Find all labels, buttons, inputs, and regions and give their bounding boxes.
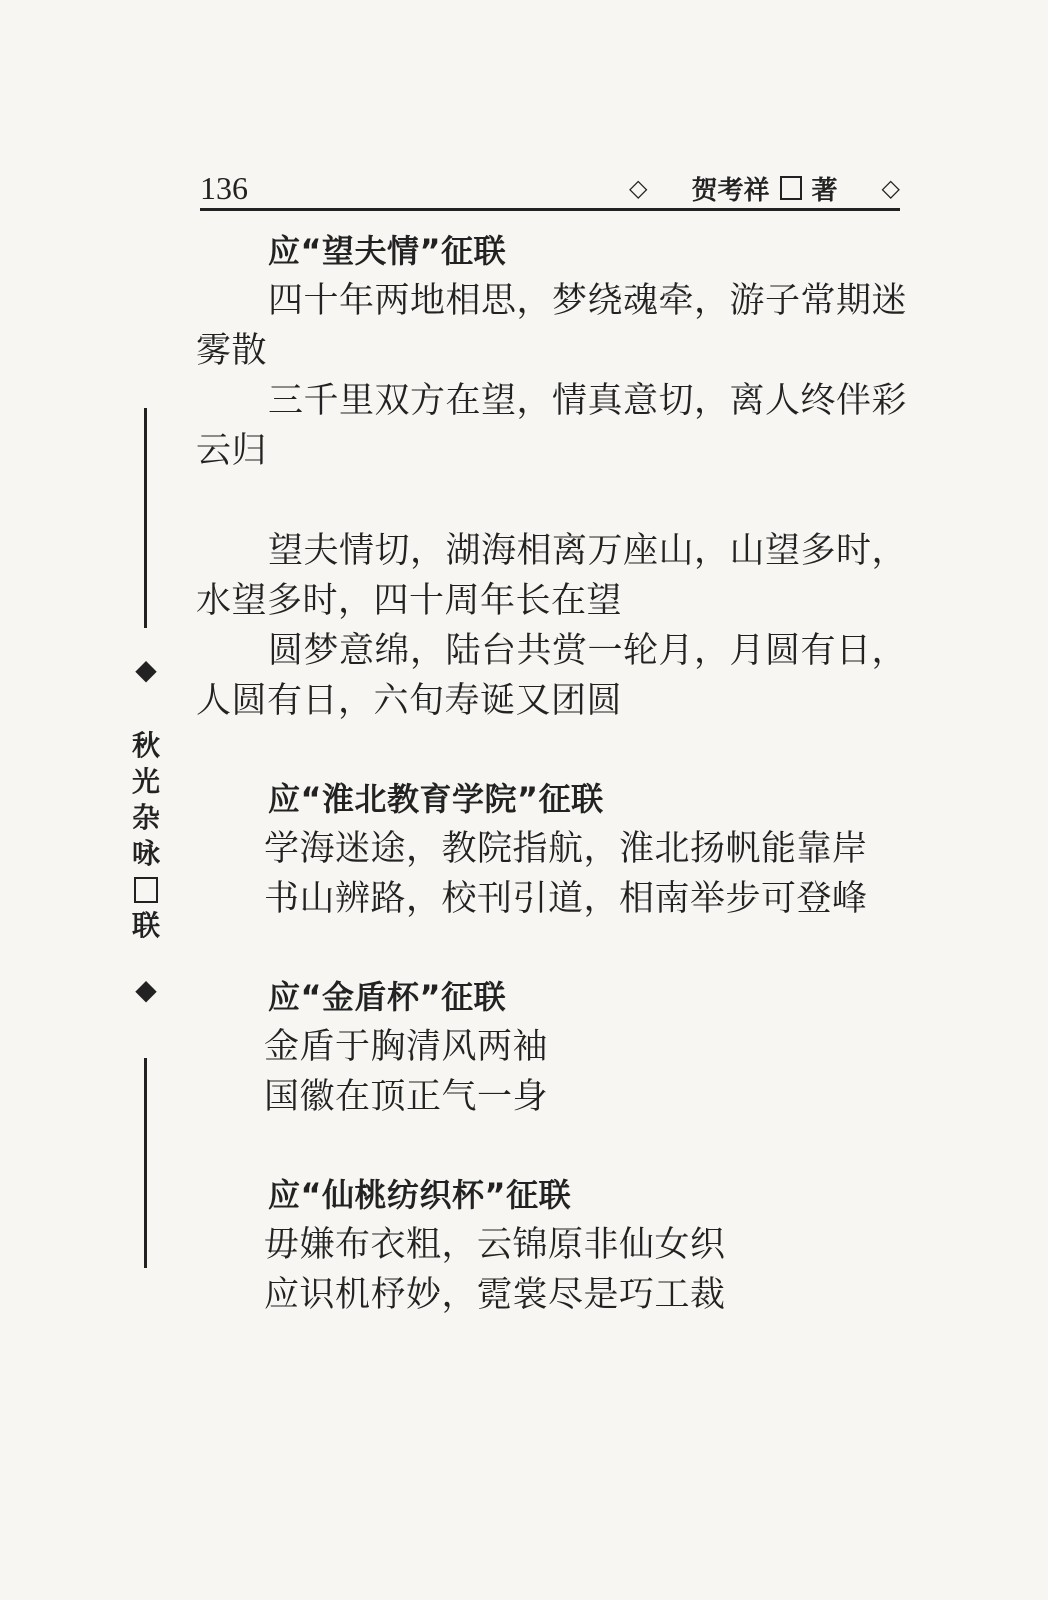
side-title-char: 杂 [131,801,160,834]
side-title-char: 光 [131,765,160,798]
vertical-rule [144,1058,147,1268]
side-title [128,728,164,944]
couplet-line: 毋嫌布衣粗，云锦原非仙女织 [264,1225,726,1265]
side-title-char: 联 [131,909,160,942]
section-title: 应“淮北教育学院”征联 [268,780,604,818]
vertical-rule [144,408,147,628]
side-title-char: 咏 [131,837,160,870]
square-outline-icon [780,176,802,200]
couplet-line: 学海迷途，教院指航，淮北扬帆能靠岸 [264,829,868,869]
book-word: 著 [811,175,838,206]
section-title: 应“金盾杯”征联 [268,978,507,1016]
couplet-line: 圆梦意绵，陆台共赏一轮月，月圆有日，人圆有日，六旬寿诞又团圆 [196,631,908,721]
couplet-section [196,1170,940,1320]
couplet-line: 金盾于胸清风两袖 [264,1027,549,1067]
page-header [200,168,900,212]
couplet-line: 国徽在顶正气一身 [264,1077,549,1117]
section-title: 应“仙桃纺织杯”征联 [268,1176,572,1214]
couplet-section [196,972,940,1122]
side-book-title [128,408,164,1268]
couplet-line: 四十年两地相思，梦绕魂牵，游子常期迷雾散 [196,281,908,371]
running-title [629,168,900,208]
side-title-char: 秋 [131,729,160,762]
couplet-section [196,774,940,924]
couplet-line: 应识机杼妙，霓裳尽是巧工裁 [264,1275,726,1315]
couplet-line: 三千里双方在望，情真意切，离人终伴彩云归 [196,381,908,471]
spacer [196,476,940,526]
section-title: 应“望夫情”征联 [268,232,507,270]
diamond-outline-icon: ◇ [881,174,900,202]
diamond-filled-icon: ◆ [135,653,157,686]
diamond-filled-icon: ◆ [135,973,157,1006]
square-outline-icon [134,877,158,903]
author-name: 贺考祥 [691,175,770,206]
couplet-section [196,226,940,726]
diamond-outline-icon: ◇ [629,174,648,202]
page-body [196,226,940,1368]
couplet-line: 书山辨路，校刊引道，相南举步可登峰 [264,879,868,919]
header-rule [200,208,900,211]
page-number: 136 [200,170,248,206]
couplet-line: 望夫情切，湖海相离万座山，山望多时，水望多时，四十周年长在望 [196,531,908,621]
